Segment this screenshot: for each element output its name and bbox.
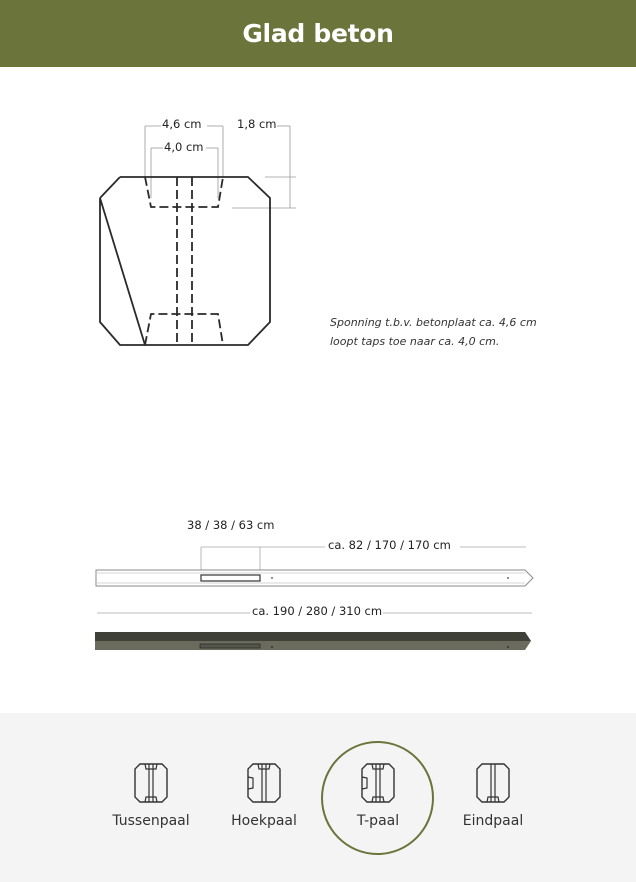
dim-slot-length: 38 / 38 / 63 cm	[187, 518, 275, 532]
dim-outer-groove: 4,6 cm	[162, 117, 202, 131]
groove-note: Sponning t.b.v. betonplaat ca. 4,6 cm loopt taps toe naar ca. 4,0 cm.	[330, 316, 537, 348]
post-type-selector	[0, 713, 636, 882]
post-type-label: Hoekpaal	[231, 813, 297, 829]
header-bar	[0, 0, 636, 67]
hoekpaal-icon	[247, 763, 281, 803]
post-type-tussenpaal[interactable]	[96, 763, 206, 829]
post-type-hoekpaal[interactable]	[209, 763, 319, 829]
post-type-t-paal[interactable]	[323, 763, 433, 829]
technical-drawing	[0, 67, 636, 713]
dim-inner-groove: 4,0 cm	[164, 140, 204, 154]
post-type-eindpaal[interactable]	[438, 763, 548, 829]
page-title: Glad beton	[242, 19, 394, 48]
dim-remaining-length: ca. 82 / 170 / 170 cm	[328, 538, 451, 552]
post-type-label: Eindpaal	[462, 813, 524, 829]
eindpaal-icon	[476, 763, 510, 803]
post-type-label: T-paal	[356, 813, 400, 829]
dim-groove-depth: 1,8 cm	[237, 117, 277, 131]
dim-total-length: ca. 190 / 280 / 310 cm	[252, 604, 383, 618]
t-paal-icon	[361, 763, 395, 803]
tussenpaal-icon	[134, 763, 168, 803]
post-type-label: Tussenpaal	[112, 813, 190, 829]
